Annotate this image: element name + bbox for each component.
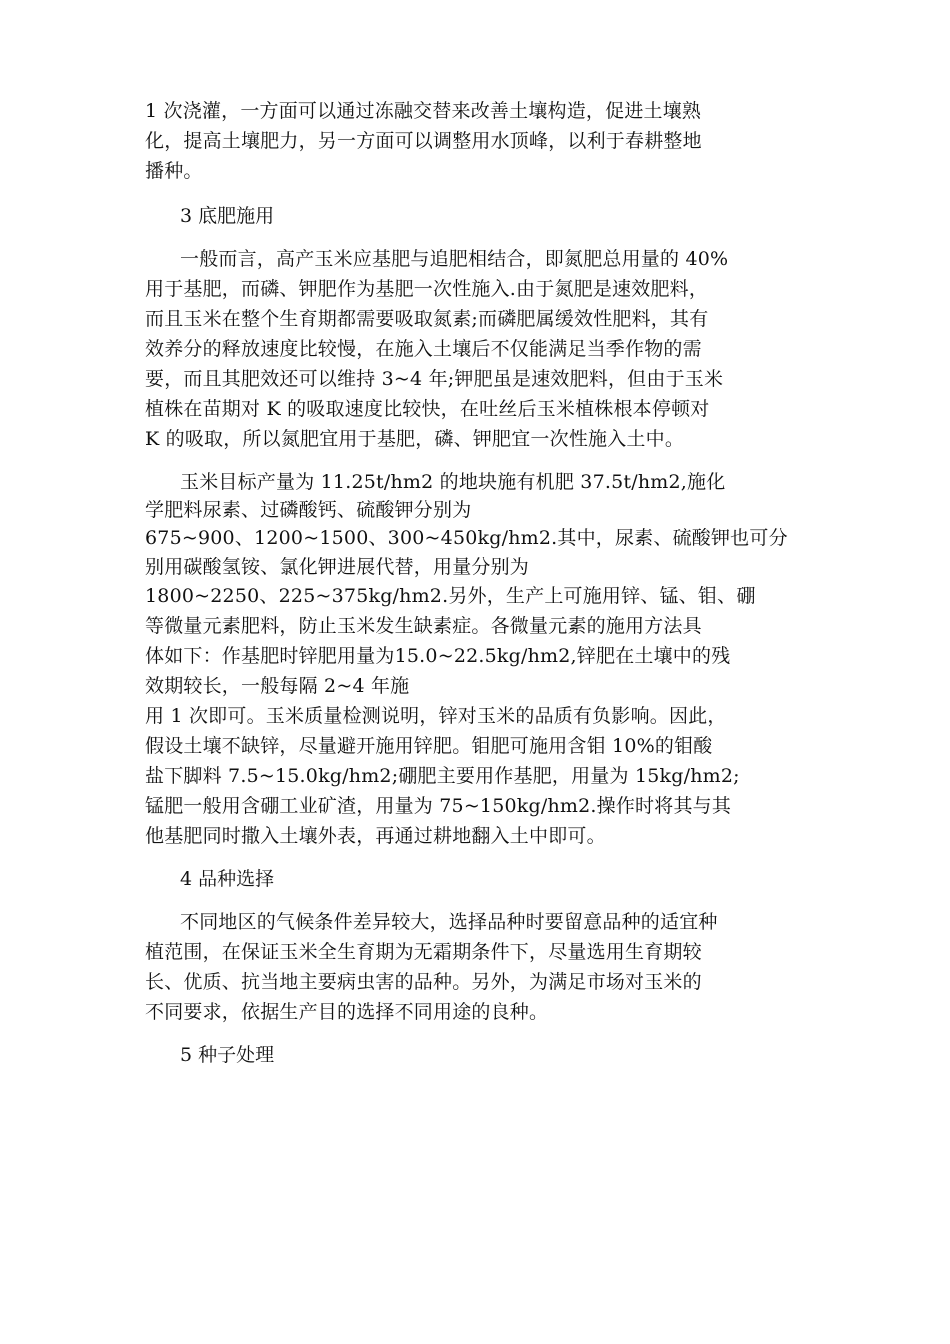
- s3-p1-line-6: 植株在苗期对 K 的吸取速度比较快，在吐丝后玉米植株根本停顿对: [145, 398, 710, 420]
- intro-line-2: 化，提高土壤肥力，另一方面可以调整用水顶峰，以利于春耕整地: [145, 130, 702, 152]
- s3-p1-line-4: 效养分的释放速度比较慢，在施入土壤后不仅能满足当季作物的需: [145, 338, 702, 360]
- s3-p2-line-3: 675~900、1200~1500、300~450kg/hm2.其中，尿素、硫酸钾也可分: [145, 527, 788, 549]
- s3-p2-line-7: 体如下：作基肥时锌肥用量为15.0~22.5kg/hm2,锌肥在土壤中的残: [145, 645, 731, 667]
- s3-p2-line-4: 别用碳酸氢铵、氯化钾进展代替，用量分别为: [145, 556, 530, 578]
- s4-line-2: 植范围，在保证玉米全生育期为无霜期条件下，尽量选用生育期较: [145, 941, 702, 963]
- intro-line-3: 播种。: [145, 160, 203, 182]
- s3-p2-line-2: 学肥料尿素、过磷酸钙、硫酸钾分别为: [145, 499, 472, 521]
- s3-p1-line-7: K 的吸取，所以氮肥宜用于基肥，磷、钾肥宜一次性施入土中。: [145, 428, 685, 450]
- s3-p2-line-11: 盐下脚料 7.5~15.0kg/hm2;硼肥主要用作基肥，用量为 15kg/hm2;: [145, 765, 740, 787]
- s3-p2-line-5: 1800~2250、225~375kg/hm2.另外，生产上可施用锌、锰、钼、硼: [145, 585, 756, 607]
- s4-line-1: 不同地区的气候条件差异较大，选择品种时要留意品种的适宜种: [180, 911, 718, 933]
- s3-p2-line-6: 等微量元素肥料，防止玉米发生缺素症。各微量元素的施用方法具: [145, 615, 702, 637]
- s4-line-3: 长、优质、抗当地主要病虫害的品种。另外，为满足市场对玉米的: [145, 971, 702, 993]
- s3-p2-line-12: 锰肥一般用含硼工业矿渣，用量为 75~150kg/hm2.操作时将其与其: [145, 795, 732, 817]
- s3-p2-line-9: 用 1 次即可。玉米质量检测说明，锌对玉米的品质有负影响。因此，: [145, 705, 727, 727]
- section-3-heading: 3 底肥施用: [180, 205, 275, 227]
- s3-p1-line-3: 而且玉米在整个生育期都需要吸取氮素;而磷肥属缓效性肥料，其有: [145, 308, 709, 330]
- section-4-heading: 4 品种选择: [180, 868, 275, 890]
- section-5-heading: 5 种子处理: [180, 1044, 275, 1066]
- s3-p2-line-8: 效期较长，一般每隔 2~4 年施: [145, 675, 410, 697]
- s3-p1-line-2: 用于基肥，而磷、钾肥作为基肥一次性施入.由于氮肥是速效肥料，: [145, 278, 709, 300]
- intro-line-1: 1 次浇灌，一方面可以通过冻融交替来改善土壤构造，促进土壤熟: [145, 100, 702, 122]
- s4-line-4: 不同要求，依据生产目的选择不同用途的良种。: [145, 1001, 549, 1023]
- s3-p2-line-10: 假设土壤不缺锌，尽量避开施用锌肥。钼肥可施用含钼 10%的钼酸: [145, 735, 713, 757]
- s3-p1-line-1: 一般而言，高产玉米应基肥与追肥相结合，即氮肥总用量的 40%: [180, 248, 729, 270]
- s3-p2-line-1: 玉米目标产量为 11.25t/hm2 的地块施有机肥 37.5t/hm2,施化: [180, 471, 726, 493]
- s3-p2-line-13: 他基肥同时撒入土壤外表，再通过耕地翻入土中即可。: [145, 825, 606, 847]
- s3-p1-line-5: 要，而且其肥效还可以维持 3~4 年;钾肥虽是速效肥料，但由于玉米: [145, 368, 724, 390]
